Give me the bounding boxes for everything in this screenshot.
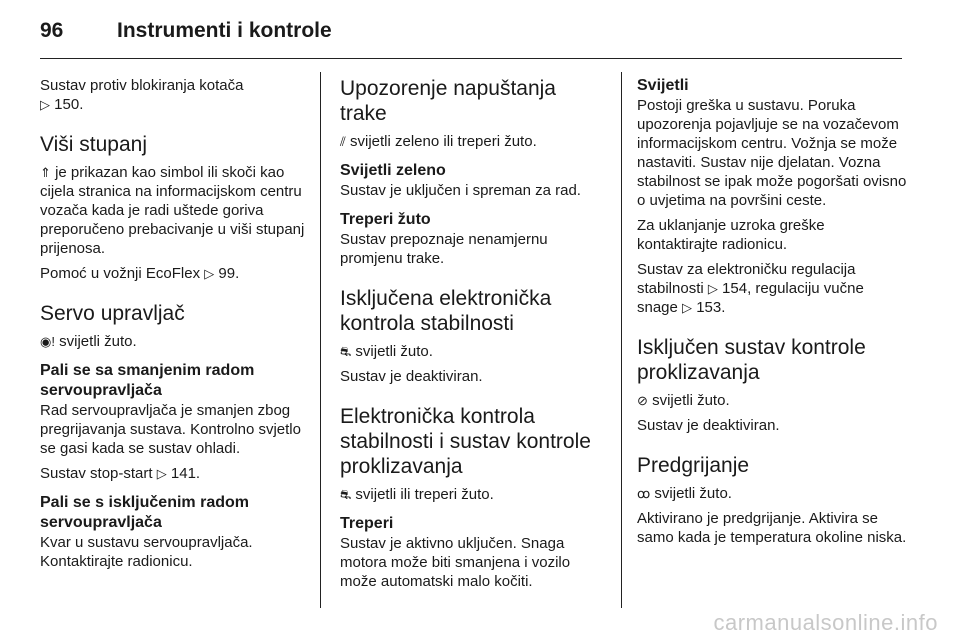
text: svijetli žuto. xyxy=(654,485,732,502)
paragraph xyxy=(340,342,608,361)
text: svijetli zeleno ili treperi žuto. xyxy=(349,133,537,150)
section-heading: Predgrijanje xyxy=(637,454,750,477)
paragraph xyxy=(637,260,907,317)
page-reference[interactable]: 99. xyxy=(218,265,240,282)
esc-off-icon: ⛐ xyxy=(340,344,352,359)
watermark: carmanualsonline.info xyxy=(713,610,938,635)
subsection-heading: Treperi xyxy=(340,515,394,532)
text: je prikazan kao simbol ili skoči kao cijela stranica na informacijskom centru vozača kada je radi uštede goriva preporučeno prebacivanje u viši stupanj prijenosa. xyxy=(40,164,305,257)
page-number: 96 xyxy=(40,19,64,42)
paragraph: Kvar u sustavu servoupravljača. Kontaktirajte radionicu. xyxy=(40,534,253,570)
page-reference-arrow-icon: ▷ xyxy=(707,281,718,296)
section-heading: Isključena elektronička kontrola stabilnosti xyxy=(340,287,552,335)
subsection-heading: Treperi žuto xyxy=(340,211,431,228)
header-rule xyxy=(40,58,902,59)
paragraph xyxy=(40,76,305,114)
page-reference-arrow-icon: ▷ xyxy=(40,97,50,112)
text: svijetli žuto. xyxy=(59,333,137,350)
paragraph xyxy=(40,264,305,283)
paragraph xyxy=(340,485,608,504)
section-heading: Elektronička kontrola stabilnosti i sustav kontrole proklizavanja xyxy=(340,405,591,478)
page-reference[interactable]: 153. xyxy=(696,299,726,316)
paragraph: Aktivirano je predgrijanje. Aktivira se samo kada je temperatura okoline niska. xyxy=(637,510,907,546)
subsection-heading: Svijetli zeleno xyxy=(340,162,446,179)
text: svijetli žuto. xyxy=(652,392,730,409)
section-heading: Viši stupanj xyxy=(40,133,148,156)
traction-control-off-icon: ⊘ xyxy=(637,393,648,408)
paragraph: Sustav je uključen i spreman za rad. xyxy=(340,182,581,199)
text: svijetli žuto. xyxy=(355,343,433,360)
subsection-heading: Svijetli xyxy=(637,77,689,94)
paragraph: Sustav je aktivno uključen. Snaga motora može biti smanjena i vozilo može automatski malo kočiti. xyxy=(340,535,571,590)
running-title: Instrumenti i kontrole xyxy=(117,19,332,42)
power-steering-warning-icon: ◉! xyxy=(40,334,55,349)
column-2 xyxy=(340,76,608,597)
subsection-heading: Pali se s isključenim radom servoupravljača xyxy=(40,494,249,531)
column-divider xyxy=(320,72,321,608)
page-reference-arrow-icon: ▷ xyxy=(156,466,167,481)
paragraph xyxy=(40,163,305,258)
text: Pomoć u vožnji EcoFlex xyxy=(40,265,201,282)
glow-plug-icon: ꝏ xyxy=(637,486,651,501)
page-reference[interactable]: 141. xyxy=(170,465,201,482)
paragraph xyxy=(340,132,608,151)
section-heading: Upozorenje napuštanja trake xyxy=(340,77,556,125)
paragraph xyxy=(637,391,907,410)
paragraph: Sustav je deaktiviran. xyxy=(340,368,483,385)
paragraph xyxy=(40,332,305,351)
text: Sustav protiv blokiranja kotača xyxy=(40,77,244,94)
section-heading: Isključen sustav kontrole proklizavanja xyxy=(637,336,866,384)
paragraph xyxy=(637,484,907,503)
upshift-indicator-icon: ⇑ xyxy=(40,165,51,180)
paragraph: Za uklanjanje uzroka greške kontaktirajte radionicu. xyxy=(637,217,825,253)
text: svijetli ili treperi žuto. xyxy=(355,486,494,503)
paragraph xyxy=(40,464,305,483)
esc-skid-icon: ⛐ xyxy=(340,487,352,502)
paragraph: Postoji greška u sustavu. Poruka upozorenja pojavljuje se na vozačevom informacijskom centru. Vožnja se može nastaviti. Sustav nije djelatan. Vozna stabilnost se ipak može pogoršati ovisno o uvjetima na površini ceste. xyxy=(637,97,907,209)
page-reference-arrow-icon: ▷ xyxy=(204,266,215,281)
paragraph: Sustav prepoznaje nenamjernu promjenu trake. xyxy=(340,231,548,267)
section-heading: Servo upravljač xyxy=(40,302,185,325)
subsection-heading: Pali se sa smanjenim radom servoupravljača xyxy=(40,362,255,399)
page-reference[interactable]: 154, regulaciju vučne snage xyxy=(637,280,864,316)
column-1 xyxy=(40,76,305,577)
lane-departure-icon: ⫽ xyxy=(340,134,346,149)
column-divider xyxy=(621,72,622,608)
page-reference[interactable]: 150. xyxy=(54,96,84,113)
paragraph: Sustav je deaktiviran. xyxy=(637,417,780,434)
page-reference-arrow-icon: ▷ xyxy=(682,300,693,315)
paragraph: Rad servoupravljača je smanjen zbog pregrijavanja sustava. Kontrolno svjetlo se gasi kada se sustav ohladi. xyxy=(40,402,301,457)
text: Sustav stop-start xyxy=(40,465,153,482)
text: Sustav za elektroničku regulacija stabilnosti xyxy=(637,261,856,297)
column-3 xyxy=(637,76,907,553)
